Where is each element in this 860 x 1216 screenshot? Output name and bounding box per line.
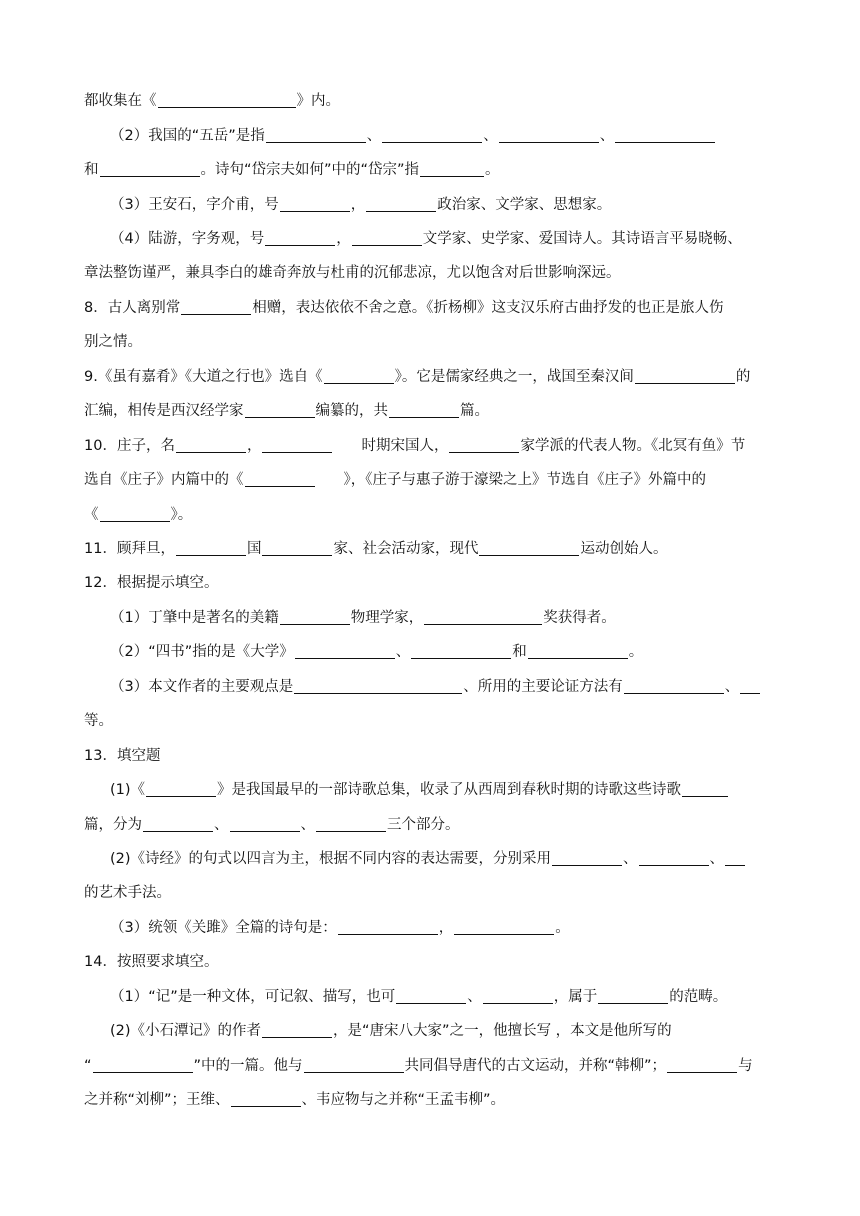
- answer-blank[interactable]: [262, 538, 332, 556]
- text: ，是“唐宋八大家”之一，他擅长写 ，本文是他所写的: [333, 1023, 672, 1039]
- text: 物理学家，: [350, 610, 424, 626]
- text: 相赠，表达依依不舍之意。《折杨柳》这支汉乐府古曲抒发的也正是旅人伤: [252, 300, 724, 316]
- text: 国: [246, 541, 262, 557]
- line-q9-1: [84, 364, 790, 390]
- text: 《: [84, 507, 99, 523]
- answer-blank[interactable]: [389, 400, 459, 418]
- line-q14-3: [84, 1053, 790, 1079]
- answer-blank[interactable]: [295, 641, 395, 659]
- text: 家、社会活动家，现代: [333, 541, 479, 557]
- text: ，: [350, 197, 366, 213]
- text: 、: [724, 679, 740, 695]
- answer-blank[interactable]: [266, 125, 366, 143]
- text: 共同倡导唐代的古文运动，并称“韩柳”；: [404, 1058, 667, 1074]
- text: 运动创始人。: [580, 541, 668, 557]
- text: ，属于: [553, 989, 598, 1005]
- line-q13-title: [84, 743, 790, 769]
- text: 。: [555, 920, 570, 936]
- answer-blank[interactable]: [483, 986, 553, 1004]
- text: 与: [738, 1058, 753, 1074]
- text: 、所用的主要论证方法有: [463, 679, 623, 695]
- text: （3）统领《关雎》全篇的诗句是：: [110, 920, 337, 936]
- text: 的范畴。: [669, 989, 728, 1005]
- text: 13．填空题: [84, 748, 161, 764]
- line-q10-3: [84, 502, 790, 528]
- text: 和: [512, 644, 527, 660]
- line-q13-1: [110, 777, 790, 803]
- text: 都收集在《: [84, 93, 157, 109]
- text: 12．根据提示填空。: [84, 575, 219, 591]
- text: 篇，分为: [84, 817, 142, 833]
- line-q12-4: [84, 708, 790, 734]
- answer-blank[interactable]: [499, 125, 599, 143]
- answer-blank[interactable]: [528, 641, 628, 659]
- text: 、: [214, 817, 229, 833]
- text: 8．古人离别常: [84, 300, 181, 316]
- answer-blank[interactable]: [100, 504, 170, 522]
- answer-blank[interactable]: [93, 1055, 193, 1073]
- text: ，: [438, 920, 454, 936]
- line-q14-2: [110, 1018, 790, 1044]
- answer-blank[interactable]: [280, 194, 350, 212]
- text: 》，《庄子与惠子游于濠梁之上》节选自《庄子》外篇中的: [343, 472, 706, 488]
- answer-blank[interactable]: [158, 90, 296, 108]
- answer-blank[interactable]: [667, 1055, 737, 1073]
- text: （2）“四书”指的是《大学》: [110, 644, 294, 660]
- text: 10．庄子，名: [84, 438, 175, 454]
- text: 。: [485, 162, 500, 178]
- text: 14．按照要求填空。: [84, 954, 219, 970]
- line-q14-4: [84, 1087, 790, 1113]
- text: 》内。: [296, 93, 340, 109]
- line-q9-2: [84, 398, 790, 424]
- text: (1)《: [110, 782, 146, 798]
- text: 的: [735, 369, 751, 385]
- text: 别之情。: [84, 334, 142, 350]
- text: 文学家、史学家、爱国诗人。其诗语言平易晓畅、: [422, 231, 742, 247]
- answer-blank[interactable]: [598, 986, 668, 1004]
- text: 、: [467, 989, 482, 1005]
- line-q10-1: [84, 433, 790, 459]
- line-q13-3: [110, 846, 790, 872]
- line-fill-04: [110, 192, 790, 218]
- text: （3）王安石，字介甫，号: [110, 197, 279, 213]
- text: 、韦应物与之并称“王孟韦柳”。: [301, 1092, 506, 1108]
- text: 之并称“刘柳”；王维、: [84, 1092, 230, 1108]
- text: ，: [336, 231, 351, 247]
- line-fill-06: [84, 260, 790, 286]
- line-q14-title: [84, 949, 790, 975]
- answer-blank[interactable]: [639, 848, 709, 866]
- text: 三个部分。: [387, 817, 460, 833]
- line-q12-title: [84, 570, 790, 596]
- text: 和: [84, 162, 99, 178]
- line-q13-2: [84, 812, 790, 838]
- answer-blank[interactable]: [245, 469, 315, 487]
- answer-blank[interactable]: [352, 228, 422, 246]
- answer-blank[interactable]: [176, 435, 246, 453]
- answer-blank[interactable]: [231, 1089, 301, 1107]
- answer-blank[interactable]: [411, 641, 511, 659]
- text: 、: [599, 128, 615, 144]
- text: ，: [246, 438, 262, 454]
- text: 家学派的代表人物。《北冥有鱼》节: [520, 438, 746, 454]
- answer-blank[interactable]: [316, 814, 386, 832]
- text: 选自《庄子》内篇中的《: [84, 472, 244, 488]
- answer-blank[interactable]: [635, 366, 735, 384]
- text: 、: [483, 128, 498, 144]
- answer-blank[interactable]: [552, 848, 622, 866]
- text: 11．顾拜旦，: [84, 541, 175, 557]
- answer-blank[interactable]: [262, 435, 332, 453]
- text: 章法整饬谨严，兼具李白的雄奇奔放与杜甫的沉郁悲凉，尤以饱含对后世影响深远。: [84, 265, 621, 281]
- answer-blank[interactable]: [265, 228, 335, 246]
- answer-blank[interactable]: [280, 607, 350, 625]
- text: “: [84, 1058, 92, 1074]
- answer-blank[interactable]: [424, 607, 542, 625]
- answer-blank[interactable]: [382, 125, 482, 143]
- text: 等。: [84, 713, 113, 729]
- line-q8-1: [84, 295, 790, 321]
- line-fill-01: [84, 88, 790, 114]
- answer-blank[interactable]: [304, 1055, 404, 1073]
- text: （1）丁肇中是著名的美籍: [110, 610, 279, 626]
- answer-blank[interactable]: [740, 676, 760, 694]
- answer-blank[interactable]: [682, 779, 728, 797]
- line-q12-3: [110, 674, 790, 700]
- text: （1）“记”是一种文体，可记叙、描写，也可: [110, 989, 396, 1005]
- text: 。: [628, 644, 644, 660]
- answer-blank[interactable]: [454, 917, 554, 935]
- line-q14-1: [110, 984, 790, 1010]
- line-q13-4: [84, 880, 790, 906]
- text: 政治家、文学家、思想家。: [437, 197, 612, 213]
- line-fill-05: [110, 226, 790, 252]
- text: (2)《小石潭记》的作者: [110, 1023, 262, 1039]
- text: 篇。: [460, 403, 489, 419]
- answer-blank[interactable]: [725, 848, 745, 866]
- answer-blank[interactable]: [146, 779, 216, 797]
- answer-blank[interactable]: [396, 986, 466, 1004]
- text: 、: [709, 851, 725, 867]
- line-q12-2: [110, 639, 790, 665]
- text: （3）本文作者的主要观点是: [110, 679, 294, 695]
- text: 》是我国最早的一部诗歌总集，收录了从西周到春秋时期的诗歌这些诗歌: [217, 782, 682, 798]
- answer-blank[interactable]: [143, 814, 213, 832]
- answer-blank[interactable]: [294, 676, 462, 694]
- line-q10-2: [84, 467, 790, 493]
- text: 、: [366, 128, 382, 144]
- answer-blank[interactable]: [420, 159, 484, 177]
- answer-blank[interactable]: [230, 814, 300, 832]
- line-fill-02: [110, 123, 790, 149]
- answer-blank[interactable]: [176, 538, 246, 556]
- text: ”中的一篇。他与: [193, 1058, 303, 1074]
- text: （4）陆游，字务观，号: [110, 231, 265, 247]
- line-q11: [84, 536, 790, 562]
- answer-blank[interactable]: [100, 159, 200, 177]
- text: 汇编，相传是西汉经学家: [84, 403, 244, 419]
- text: 奖获得者。: [543, 610, 616, 626]
- answer-blank[interactable]: [262, 1020, 332, 1038]
- line-fill-03: [84, 157, 790, 183]
- line-q13-5: [110, 915, 790, 941]
- text: 时期宋国人，: [361, 438, 449, 454]
- answer-blank[interactable]: [624, 676, 724, 694]
- text: 》。: [170, 507, 193, 523]
- text: 的艺术手法。: [84, 885, 171, 901]
- answer-blank[interactable]: [615, 125, 715, 143]
- answer-blank[interactable]: [245, 400, 315, 418]
- answer-blank[interactable]: [338, 917, 438, 935]
- line-q8-2: [84, 329, 790, 355]
- line-q12-1: [110, 605, 790, 631]
- text: 》。它是儒家经典之一，战国至秦汉间: [394, 369, 634, 385]
- answer-blank[interactable]: [366, 194, 436, 212]
- answer-blank[interactable]: [449, 435, 519, 453]
- text: 9.《虽有嘉肴》《大道之行也》选自《: [84, 369, 323, 385]
- text: 。诗句“岱宗夫如何”中的“岱宗”指: [200, 162, 420, 178]
- text: （2）我国的“五岳”是指: [110, 128, 265, 144]
- text: (2)《诗经》的句式以四言为主，根据不同内容的表达需要，分别采用: [110, 851, 552, 867]
- answer-blank[interactable]: [324, 366, 394, 384]
- text: 、: [395, 644, 411, 660]
- answer-blank[interactable]: [479, 538, 579, 556]
- text: 、: [623, 851, 638, 867]
- text: 编纂的，共: [315, 403, 388, 419]
- answer-blank[interactable]: [181, 297, 251, 315]
- text: 、: [300, 817, 315, 833]
